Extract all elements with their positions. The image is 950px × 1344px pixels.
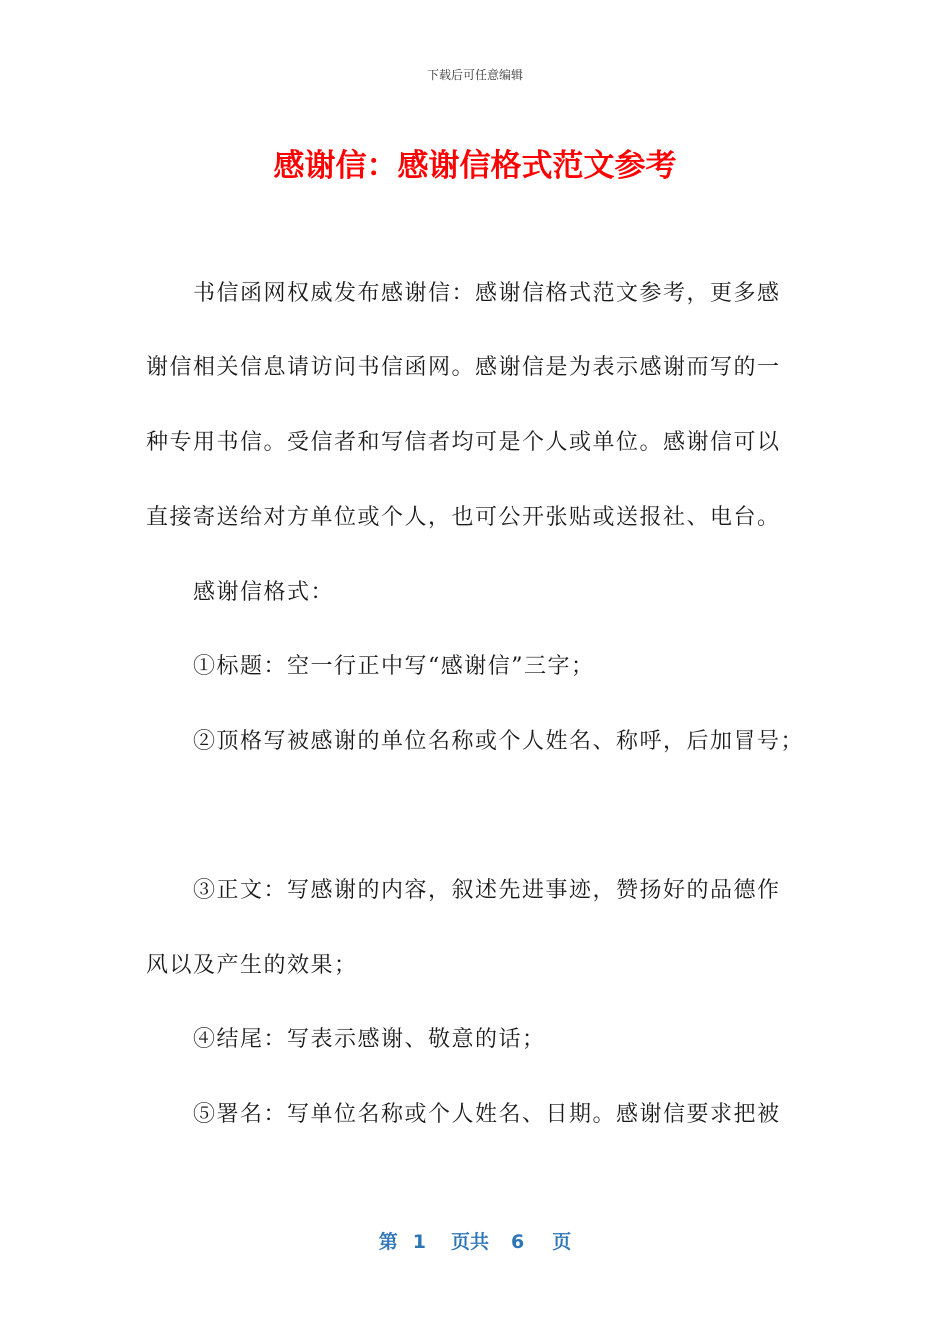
paragraph-line: ①标题：空一行正中写“感谢信”三字； [193, 654, 595, 679]
paragraph-line: 直接寄送给对方单位或个人，也可公开张贴或送报社、电台。 [146, 505, 781, 530]
paragraph-line: ②顶格写被感谢的单位名称或个人姓名、称呼，后加冒号； [193, 729, 805, 754]
document-title: 感谢信：感谢信格式范文参考 [273, 148, 677, 184]
footer-label-page: 第 [378, 1231, 398, 1253]
paragraph-line: ③正文：写感谢的内容，叙述先进事迹，赞扬好的品德作 [193, 878, 781, 903]
footer-total-pages: 6 [511, 1231, 525, 1253]
paragraph-line: ⑤署名：写单位名称或个人姓名、日期。感谢信要求把被 [193, 1102, 781, 1127]
footer-label-end: 页 [552, 1231, 572, 1253]
header-note: 下载后可任意编辑 [426, 68, 523, 82]
footer-label-of: 页共 [450, 1231, 489, 1253]
paragraph-line: 感谢信格式： [193, 580, 335, 605]
page-footer [0, 1227, 950, 1254]
paragraph-line: ④结尾：写表示感谢、敬意的话； [193, 1027, 546, 1052]
footer-current-page: 1 [412, 1231, 426, 1253]
paragraph-line: 风以及产生的效果； [146, 953, 358, 978]
paragraph-line: 书信函网权威发布感谢信：感谢信格式范文参考，更多感 [193, 281, 781, 306]
paragraph-line: 谢信相关信息请访问书信函网。感谢信是为表示感谢而写的一 [146, 355, 781, 380]
paragraph-line: 种专用书信。受信者和写信者均可是个人或单位。感谢信可以 [146, 430, 781, 455]
